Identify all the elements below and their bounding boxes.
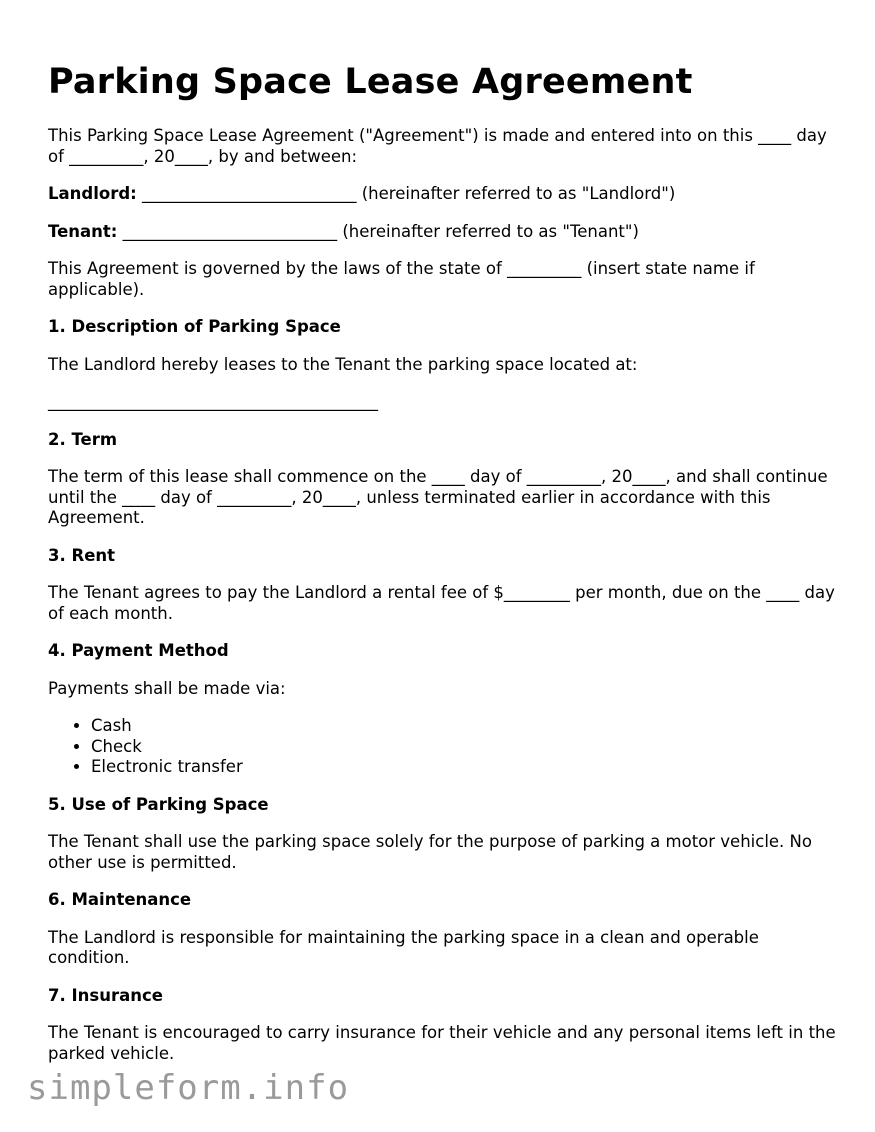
payment-options-list [48, 716, 838, 778]
list-item: • Electronic transfer [91, 757, 838, 778]
section-heading-description: 1. Description of Parking Space [48, 317, 341, 336]
section-text-maintenance: The Landlord is responsible for maintaining the parking space in a clean and operable condition. [48, 927, 759, 967]
section-text-term: The term of this lease shall commence on the ____ day of _________, 20____, and shall continue until the ____ day of _________, 20____, unless terminated earlier in accordance with this Agreement. [48, 467, 828, 527]
governing-law-paragraph: This Agreement is governed by the laws of the state of _________ (insert state name if applicable). [48, 259, 755, 299]
section-text-description: The Landlord hereby leases to the Tenant the parking space located at: [48, 354, 638, 374]
list-item: • Cash [91, 716, 838, 737]
tenant-text: __________________________ (hereinafter referred to as "Tenant") [117, 221, 639, 241]
location-blank-line: ________________________________________ [48, 392, 378, 411]
section-heading-maintenance: 6. Maintenance [48, 890, 192, 909]
section-heading-term: 2. Term [48, 429, 118, 449]
landlord-text: __________________________ (hereinafter referred to as "Landlord") [136, 184, 676, 203]
section-text-payment-method: Payments shall be made via: [48, 678, 286, 698]
landlord-label: Landlord: [48, 184, 137, 203]
landlord-line [48, 184, 838, 205]
list-item: • Check [91, 737, 838, 758]
section-text-use: The Tenant shall use the parking space solely for the purpose of parking a motor vehicle. No other use is permitted. [48, 832, 812, 872]
document-page [48, 0, 838, 1064]
tenant-line [48, 222, 838, 243]
section-heading-rent: 3. Rent [48, 545, 116, 565]
intro-paragraph: This Parking Space Lease Agreement ("Agreement") is made and entered into on this ____ day of _________, 20____, by and between: [48, 126, 827, 166]
tenant-label: Tenant: [48, 221, 118, 241]
section-heading-use: 5. Use of Parking Space [48, 794, 269, 814]
section-heading-payment-method: 4. Payment Method [48, 641, 229, 660]
section-text-insurance: The Tenant is encouraged to carry insurance for their vehicle and any personal items left in the parked vehicle. [48, 1023, 836, 1063]
section-heading-insurance: 7. Insurance [48, 985, 163, 1005]
watermark: simpleform.info [27, 1068, 350, 1108]
section-text-rent: The Tenant agrees to pay the Landlord a rental fee of $________ per month, due on the ____ day of each month. [48, 583, 835, 623]
page-title: Parking Space Lease Agreement [48, 62, 693, 102]
